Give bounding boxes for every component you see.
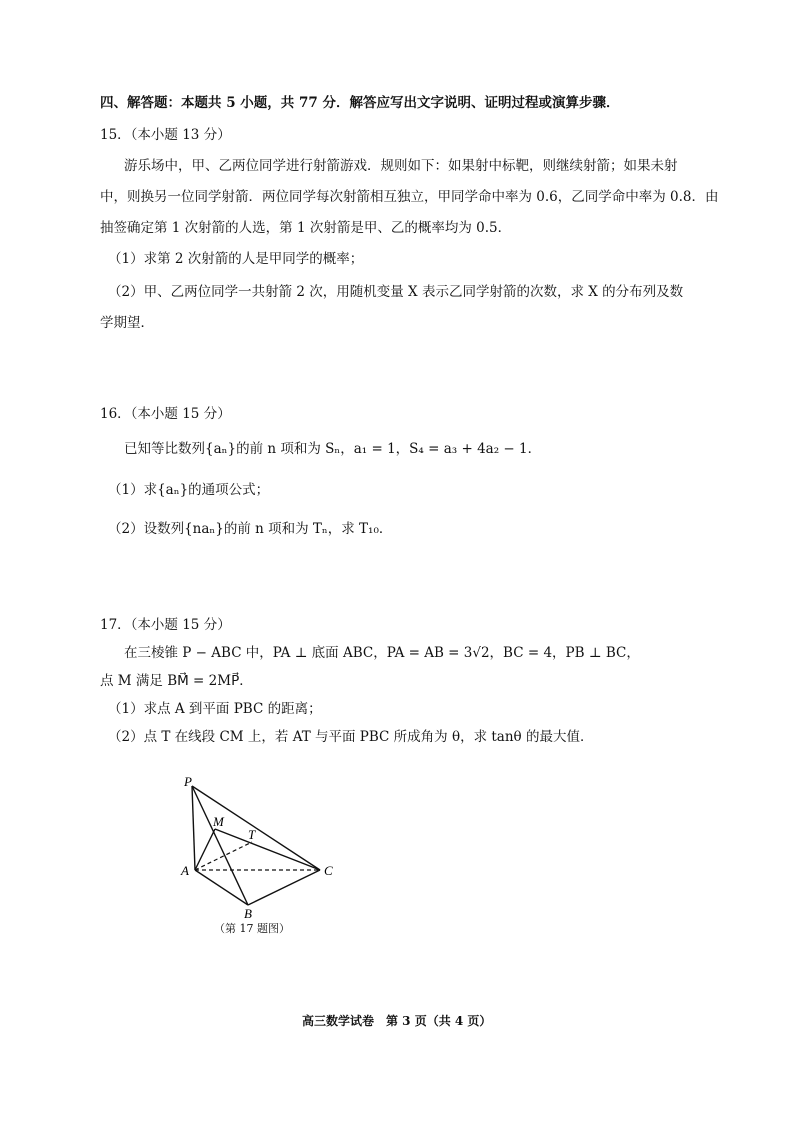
- problem-17-body-line: 在三棱锥 P − ABC 中，PA ⊥ 底面 ABC，PA = AB = 3√2，BC = 4，PB ⊥ BC，: [124, 645, 640, 661]
- problem-15-header: 15．（本小题 13 分）: [100, 127, 231, 143]
- segment-AM: [195, 829, 215, 870]
- problem-16-part-1: （1）求{aₙ}的通项公式；: [108, 482, 270, 498]
- problem-15-part-2: （2）甲、乙两位同学一共射箭 2 次，用随机变量 X 表示乙同学射箭的次数，求 X 的分布列及数: [108, 284, 684, 300]
- segment-AT-hidden: [195, 842, 252, 870]
- problem-17-body-line: 点 M 满足 BM⃗ = 2MP⃗．: [100, 673, 253, 689]
- label-M: M: [213, 814, 224, 829]
- problem-15-body-line: 游乐场中，甲、乙两位同学进行射箭游戏．规则如下：如果射中标靶，则继续射箭；如果未射: [124, 158, 678, 174]
- problem-16-body-line: 已知等比数列{aₙ}的前 n 项和为 Sₙ，a₁ = 1，S₄ = a₃ + 4a₂ − 1．: [124, 441, 542, 457]
- problem-15-body-line: 抽签确定第 1 次射箭的人选，第 1 次射箭是甲、乙的概率均为 0.5．: [100, 220, 512, 236]
- edge-BC: [248, 870, 320, 905]
- section-heading: 四、解答题：本题共 5 小题，共 77 分．解答应写出文字说明、证明过程或演算步骤．: [100, 95, 620, 111]
- problem-17-part-2: （2）点 T 在线段 CM 上，若 AT 与平面 PBC 所成角为 θ，求 tanθ 的最大值．: [108, 729, 594, 745]
- problem-17-part-1: （1）求点 A 到平面 PBC 的距离；: [108, 701, 322, 717]
- figure-caption: （第 17 题图）: [214, 922, 290, 935]
- tetrahedron-figure: [170, 770, 350, 920]
- edge-PA: [192, 786, 195, 870]
- problem-15-body-line: 中，则换另一位同学射箭．两位同学每次射箭相互独立，甲同学命中率为 0.6，乙同学命中率为 0.8．由: [100, 189, 719, 205]
- label-B: B: [244, 906, 252, 920]
- label-A: A: [181, 863, 189, 878]
- page-footer: 高三数学试卷 第 3 页（共 4 页）: [302, 1014, 492, 1028]
- problem-15-part-1: （1）求第 2 次射箭的人是甲同学的概率；: [108, 251, 364, 267]
- problem-16-part-2: （2）设数列{naₙ}的前 n 项和为 Tₙ，求 T₁₀．: [108, 521, 393, 537]
- label-P: P: [184, 774, 192, 789]
- problem-15-part-2-cont: 学期望．: [100, 315, 154, 331]
- label-C: C: [324, 863, 333, 878]
- label-T: T: [248, 827, 256, 842]
- problem-17-header: 17．（本小题 15 分）: [100, 617, 231, 633]
- problem-16-header: 16．（本小题 15 分）: [100, 406, 231, 422]
